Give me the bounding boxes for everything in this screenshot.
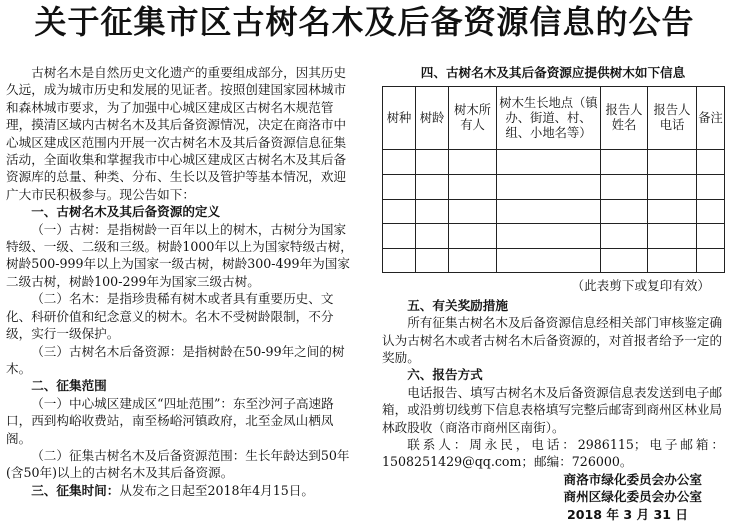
blank-cell[interactable] [601,199,648,224]
blank-cell[interactable] [383,224,416,249]
blank-cell[interactable] [383,199,416,224]
blank-cell[interactable] [416,150,449,175]
blank-cell[interactable] [383,150,416,175]
intro-paragraph: 古树名木是自然历史文化遗产的重要组成部分，因其历史久远，成为城市历史和发展的见证者。按照创建国家园林城市和森林城市要求，为了加强中心城区建成区古树名木规范管理，摸清区域内古树名木及其后备资源情况，决定在商洛市中心城区建成区范围内开展一次古树名木及其后备资源信息征集活动，全面收集和掌握我市中心城区建成区古树名木及其后备资源库的总量、种类、分布、生长以及管护等基本情况，欢迎广大市民积极参与。现公告如下： [6,65,347,202]
section-3-heading: 三、征集时间： [31,482,120,498]
blank-cell[interactable] [416,175,449,200]
blank-cell[interactable] [697,150,725,175]
blank-cell[interactable] [449,175,497,200]
blank-cell[interactable] [449,199,497,224]
form-header-row [383,87,725,150]
blank-cell[interactable] [601,248,648,273]
report-method-text: 电话报告、填写古树名木及后备资源信息表发送到电子邮箱，或沿剪切线剪下信息表格填写完整后邮寄到商州区林业局林政股收（商洛市商州区南街）。 [382,384,723,435]
tree-info-form [382,86,725,273]
section-3 [6,482,356,499]
signature-date: 2018 年 3 月 31 日 [566,506,688,522]
column-header: 树木所有人 [449,87,497,150]
blank-cell[interactable] [648,248,697,273]
column-header: 报告人姓名 [601,87,648,150]
column-header: 备注 [697,87,725,150]
blank-cell[interactable] [416,224,449,249]
reward-text: 所有征集古树名木及后备资源信息经相关部门审核鉴定确认为古树名木或者古树名木后备资源的，对首报者给予一定的奖励。 [382,315,723,365]
blank-cell[interactable] [449,224,497,249]
blank-cell[interactable] [497,248,601,273]
blank-cell[interactable] [697,224,725,249]
column-header: 报告人电话 [648,87,697,150]
left-column [6,64,356,499]
right-column [382,64,724,523]
blank-cell[interactable] [497,175,601,200]
blank-cell[interactable] [697,248,725,273]
section-2-heading: 二、征集范围 [31,378,107,394]
column-header: 树木生长地点（镇办、街道、村、组、小地名等） [497,87,601,150]
blank-cell[interactable] [697,175,725,200]
blank-cell[interactable] [601,175,648,200]
blank-cell[interactable] [601,150,648,175]
section-5-heading: 五、有关奖励措施 [407,297,508,313]
table-row [383,224,725,249]
scope-collection-range: （二）征集古树名木及后备资源范围：生长年龄达到50年(含50年)以上的古树名木及其后备资源。 [6,447,350,481]
blank-cell[interactable] [449,248,497,273]
signature-org-2: 商州区绿化委员会办公室 [563,489,702,505]
table-row [383,248,725,273]
table-row [383,150,725,175]
blank-cell[interactable] [648,224,697,249]
blank-cell[interactable] [497,224,601,249]
blank-cell[interactable] [416,248,449,273]
blank-cell[interactable] [648,199,697,224]
blank-cell[interactable] [383,248,416,273]
blank-cell[interactable] [697,199,725,224]
table-row [383,199,725,224]
blank-cell[interactable] [497,150,601,175]
table-row [383,175,725,200]
definition-famous-tree: （二）名木：是指珍贵稀有树木或者具有重要历史、文化、科研价值和纪念意义的树木。名木不受树龄限制，不分级，实行一级保护。 [6,291,334,342]
contact-info: 联系人：周永民，电话：2986115；电子邮箱：1508251429@qq.com；邮编：726000。 [382,437,724,470]
blank-cell[interactable] [497,199,601,224]
scope-city-area: （一）中心城区建成区“四址范围”：东至沙河子高速路口，西到构峪收费站，南至杨峪河镇政府，北至金凤山栖凤阁。 [6,395,334,446]
blank-cell[interactable] [449,150,497,175]
notice-title: 关于征集市区古树名木及后备资源信息的公告 [34,3,695,41]
signature-org-1: 商洛市绿化委员会办公室 [563,471,702,487]
blank-cell[interactable] [648,150,697,175]
section-3-text: 从发布之日起至2018年4月15日。 [119,482,314,498]
section-4-heading: 四、古树名木及其后备资源应提供树木如下信息 [420,65,686,80]
section-6-heading: 六、报告方式 [407,367,483,383]
section-1-heading: 一、古树名木及其后备资源的定义 [31,204,221,220]
column-header: 树种 [383,87,416,150]
blank-cell[interactable] [416,199,449,224]
definition-reserve-resource: （三）古树名木后备资源：是指树龄在50-99年之间的树木。 [6,343,345,376]
column-header: 树龄 [416,87,449,150]
table-note: （此表剪下或复印有效） [571,278,710,294]
blank-cell[interactable] [648,175,697,200]
blank-cell[interactable] [383,175,416,200]
blank-cell[interactable] [601,224,648,249]
definition-ancient-tree: （一）古树：是指树龄一百年以上的树木，古树分为国家特级、一级、二级和三级。树龄1000年以上为国家特级古树，树龄500-999年以上为国家一级古树，树龄300-499年为国家二级古树，树龄100-299年为国家三级古树。 [6,221,353,289]
